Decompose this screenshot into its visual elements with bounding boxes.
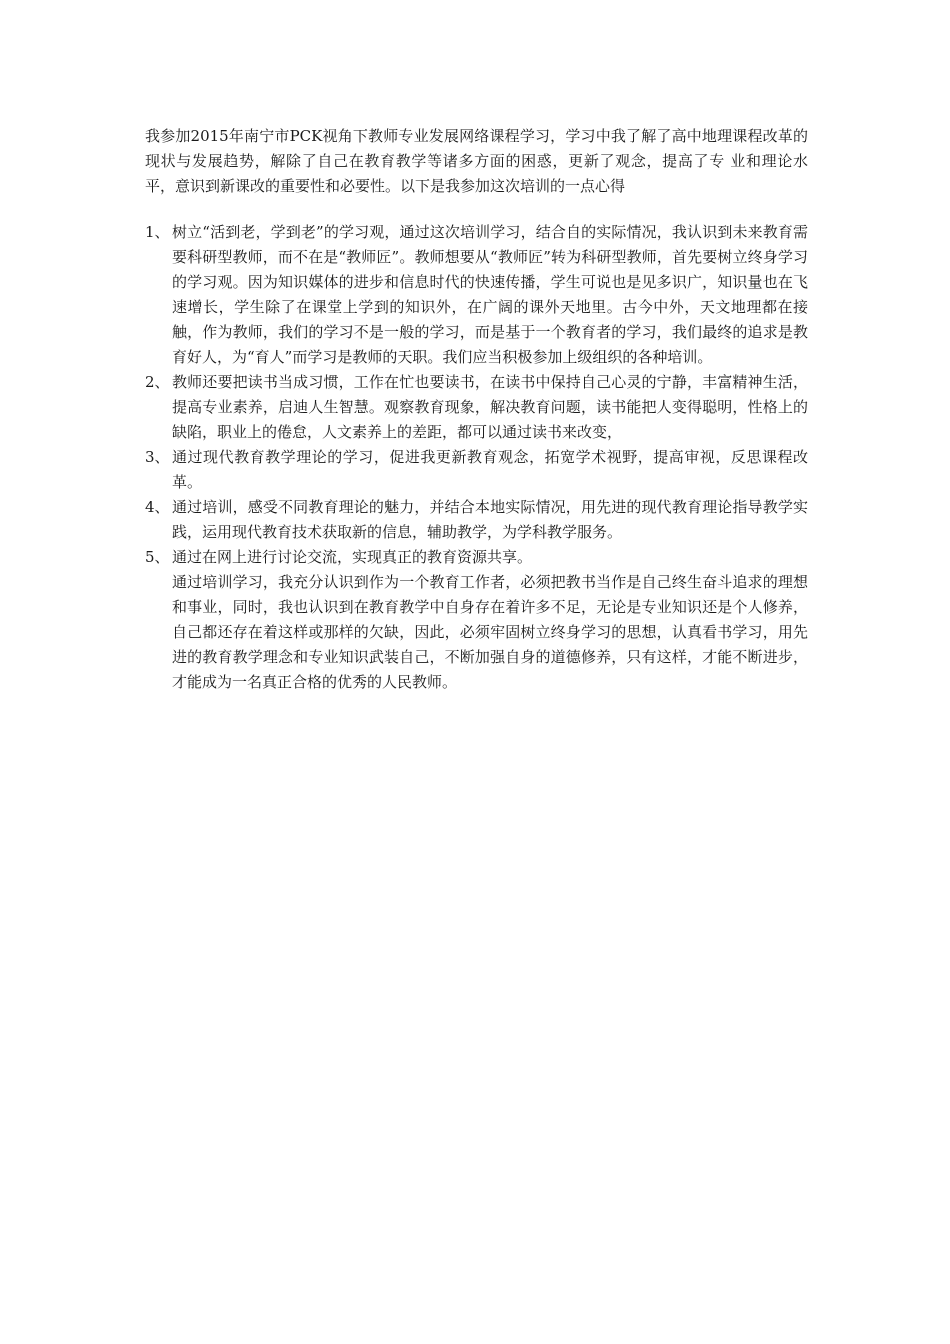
- list-item: [145, 370, 808, 445]
- list-item-text: 通过在网上进行讨论交流，实现真正的教育资源共享。: [172, 548, 533, 566]
- list-item: [145, 220, 808, 370]
- list-item-number: 2、: [145, 373, 170, 391]
- list-item-text: 教师还要把读书当成习惯，工作在忙也要读书，在读书中保持自己心灵的宁静，丰富精神生活，提高专业素养，启迪人生智慧。观察教育现象，解决教育问题，读书能把人变得聪明，性格上的缺陷，职业上的倦怠，人文素养上的差距，都可以通过读书来改变，: [172, 373, 808, 441]
- list-item-number: 5、: [145, 548, 170, 566]
- list-item: [145, 545, 808, 570]
- list-item: [145, 445, 808, 495]
- list-item-number: 1、: [145, 223, 170, 241]
- numbered-list: [145, 220, 808, 570]
- list-item-text: 通过现代教育教学理论的学习，促进我更新教育观念，拓宽学术视野，提高审视，反思课程改革。: [172, 448, 808, 491]
- list-item-text: 通过培训，感受不同教育理论的魅力，并结合本地实际情况，用先进的现代教育理论指导教学实践，运用现代教育技术获取新的信息，辅助教学，为学科教学服务。: [172, 498, 808, 541]
- document-body: [145, 124, 808, 695]
- list-item-number: 4、: [145, 498, 170, 516]
- intro-paragraph: 我参加2015年南宁市PCK视角下教师专业发展网络课程学习，学习中我了解了高中地理课程改革的现状与发展趋势，解除了自己在教育教学等诸多方面的困惑，更新了观念，提高了专 业和理论水平，意识到新课改的重要性和必要性。以下是我参加这次培训的一点心得: [145, 127, 808, 195]
- list-item-number: 3、: [145, 448, 170, 466]
- closing-paragraph: 通过培训学习，我充分认识到作为一个教育工作者，必须把教书当作是自己终生奋斗追求的理想和事业，同时，我也认识到在教育教学中自身存在着许多不足，无论是专业知识还是个人修养，自己都还存在着这样或那样的欠缺，因此，必须牢固树立终身学习的思想，认真看书学习，用先进的教育教学理念和专业知识武装自己，不断加强自身的道德修养，只有这样，才能不断进步，才能成为一名真正合格的优秀的人民教师。: [172, 573, 808, 691]
- list-item-text: 树立“活到老，学到老”的学习观，通过这次培训学习，结合自的实际情况，我认识到未来教育需要科研型教师，而不在是“教师匠”。教师想要从“教师匠”转为科研型教师，首先要树立终身学习的学习观。因为知识媒体的进步和信息时代的快速传播，学生可说也是见多识广，知识量也在飞速增长，学生除了在课堂上学到的知识外，在广阔的课外天地里。古今中外，天文地理都在接触，作为教师，我们的学习不是一般的学习，而是基于一个教育者的学习，我们最终的追求是教育好人，为“育人”而学习是教师的天职。我们应当积极参加上级组织的各种培训。: [172, 223, 808, 366]
- list-item: [145, 495, 808, 545]
